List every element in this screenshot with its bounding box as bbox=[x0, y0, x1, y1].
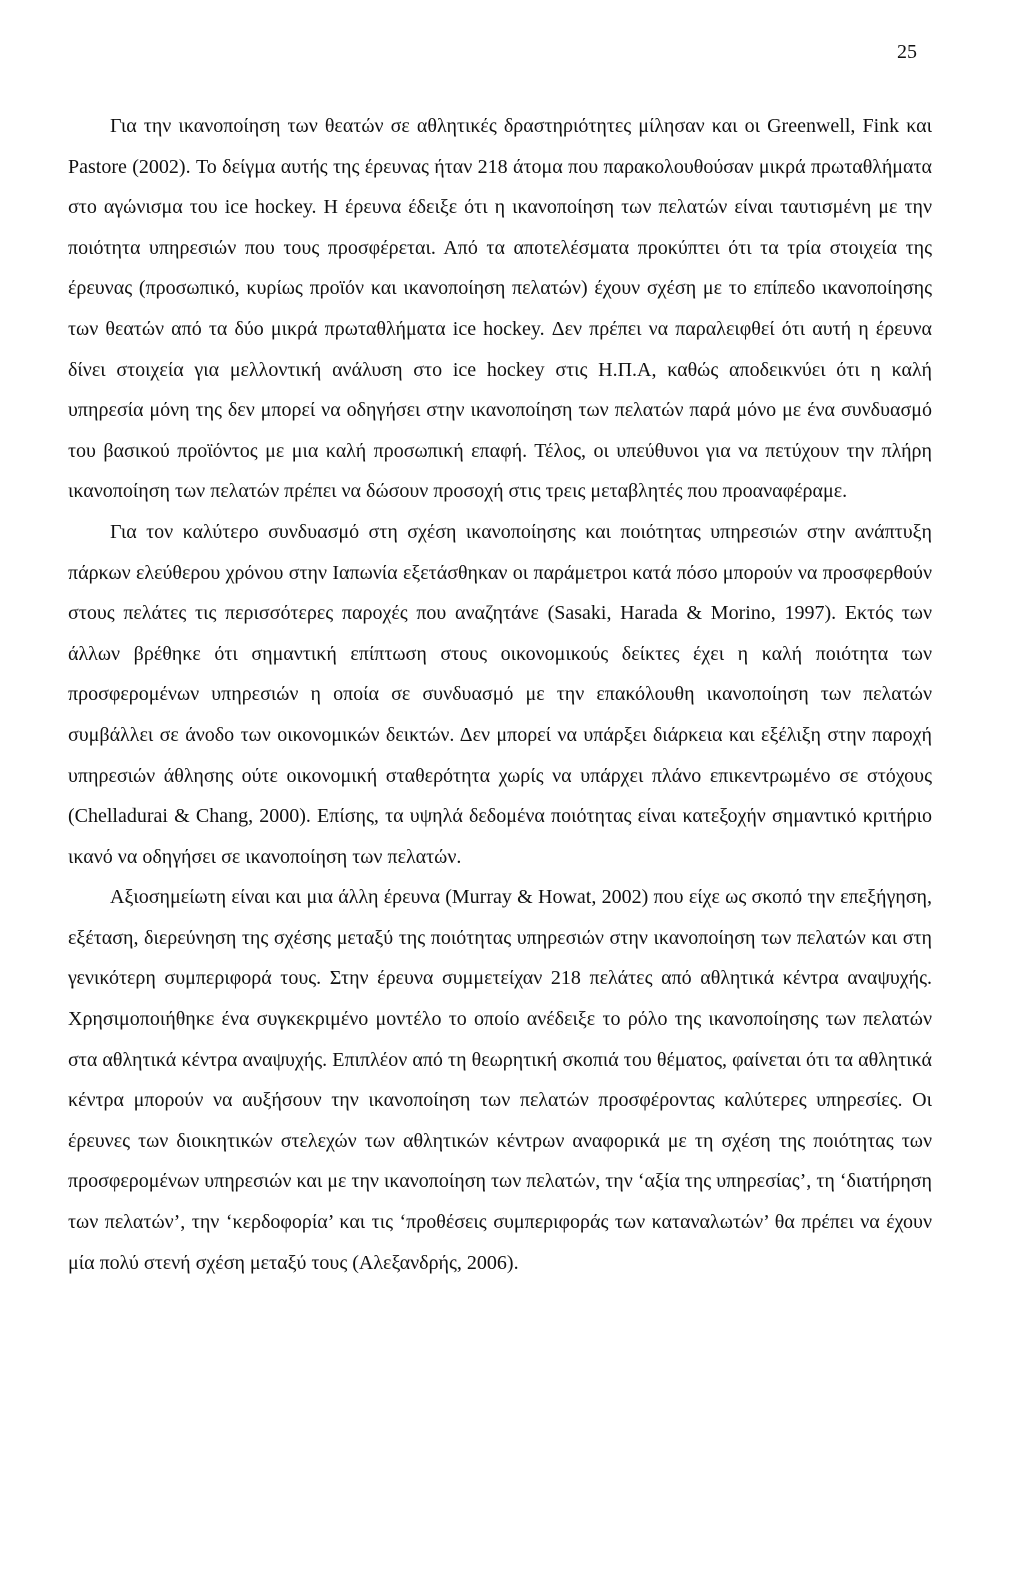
paragraph: Για την ικανοποίηση των θεατών σε αθλητικές δραστηριότητες μίλησαν και οι Greenwell, Fink και Pastore (2002). Το δείγμα αυτής της έρευνας ήταν 218 άτομα που παρακολουθούσαν μικρά πρωταθλήματα στο αγώνισμα του ice hockey. Η έρευνα έδειξε ότι η ικανοποίηση των πελατών είναι ταυτισμένη με την ποιότητα υπηρεσιών που τους προσφέρεται. Από τα αποτελέσματα προκύπτει ότι τα τρία στοιχεία της έρευνας (προσωπικό, κυρίως προϊόν και ικανοποίηση πελατών) έχουν σχέση με το επίπεδο ικανοποίησης των θεατών από τα δύο μικρά πρωταθλήματα ice hockey. Δεν πρέπει να παραλειφθεί ότι αυτή η έρευνα δίνει στοιχεία για μελλοντική ανάλυση στο ice hockey στις Η.Π.Α, καθώς αποδεικνύει ότι η καλή υπηρεσία μόνη της δεν μπορεί να οδηγήσει στην ικανοποίηση των πελατών παρά μόνο με ένα συνδυασμό του βασικού προϊόντος με μια καλή προσωπική επαφή. Τέλος, οι υπεύθυνοι για να πετύχουν την πλήρη ικανοποίηση των πελατών πρέπει να δώσουν προσοχή στις τρεις μεταβλητές που προαναφέραμε. bbox=[68, 115, 932, 503]
paragraph: Αξιοσημείωτη είναι και μια άλλη έρευνα (Murray & Howat, 2002) που είχε ως σκοπό την επεξήγηση, εξέταση, διερεύνηση της σχέσης μεταξύ της ποιότητας υπηρεσιών στην ικανοποίηση των πελατών και στη γενικότερη συμπεριφορά τους. Στην έρευνα συμμετείχαν 218 πελάτες από αθλητικά κέντρα αναψυχής. Χρησιμοποιήθηκε ένα συγκεκριμένο μοντέλο το οποίο ανέδειξε το ρόλο της ικανοποίησης των πελατών στα αθλητικά κέντρα αναψυχής. Επιπλέον από τη θεωρητική σκοπιά του θέματος, φαίνεται ότι τα αθλητικά κέντρα μπορούν να αυξήσουν την ικανοποίηση των πελατών προσφέροντας καλύτερες υπηρεσίες. Οι έρευνες των διοικητικών στελεχών των αθλητικών κέντρων αναφορικά με τη σχέση της ποιότητας των προσφερομένων υπηρεσιών και με την ικανοποίηση των πελατών, την ‘αξία της υπηρεσίας’, τη ‘διατήρηση των πελατών’, την ‘κερδοφορία’ και τις ‘προθέσεις συμπεριφοράς των καταναλωτών’ θα πρέπει να έχουν μία πολύ στενή σχέση μεταξύ τους (Αλεξανδρής, 2006). bbox=[68, 886, 932, 1274]
page-number: 25 bbox=[897, 41, 917, 63]
paragraph: Για τον καλύτερο συνδυασμό στη σχέση ικανοποίησης και ποιότητας υπηρεσιών στην ανάπτυξη πάρκων ελεύθερου χρόνου στην Ιαπωνία εξετάσθηκαν οι παράμετροι κατά πόσο μπορούν να προσφερθούν στους πελάτες τις περισσότερες παροχές που αναζητάνε (Sasaki, Harada & Morino, 1997). Εκτός των άλλων βρέθηκε ότι σημαντική επίπτωση στους οικονομικούς δείκτες έχει η καλή ποιότητα των προσφερομένων υπηρεσιών η οποία σε συνδυασμό με την επακόλουθη ικανοποίηση των πελατών συμβάλλει σε άνοδο των οικονομικών δεικτών. Δεν μπορεί να υπάρξει διάρκεια και εξέλιξη στην παροχή υπηρεσιών άθλησης ούτε οικονομική σταθερότητα χωρίς να υπάρχει πλάνο επικεντρωμένο σε στόχους (Chelladurai & Chang, 2000). Επίσης, τα υψηλά δεδομένα ποιότητας είναι κατεξοχήν σημαντικό κριτήριο ικανό να οδηγήσει σε ικανοποίηση των πελατών. bbox=[68, 520, 932, 868]
document-body bbox=[68, 106, 932, 1283]
